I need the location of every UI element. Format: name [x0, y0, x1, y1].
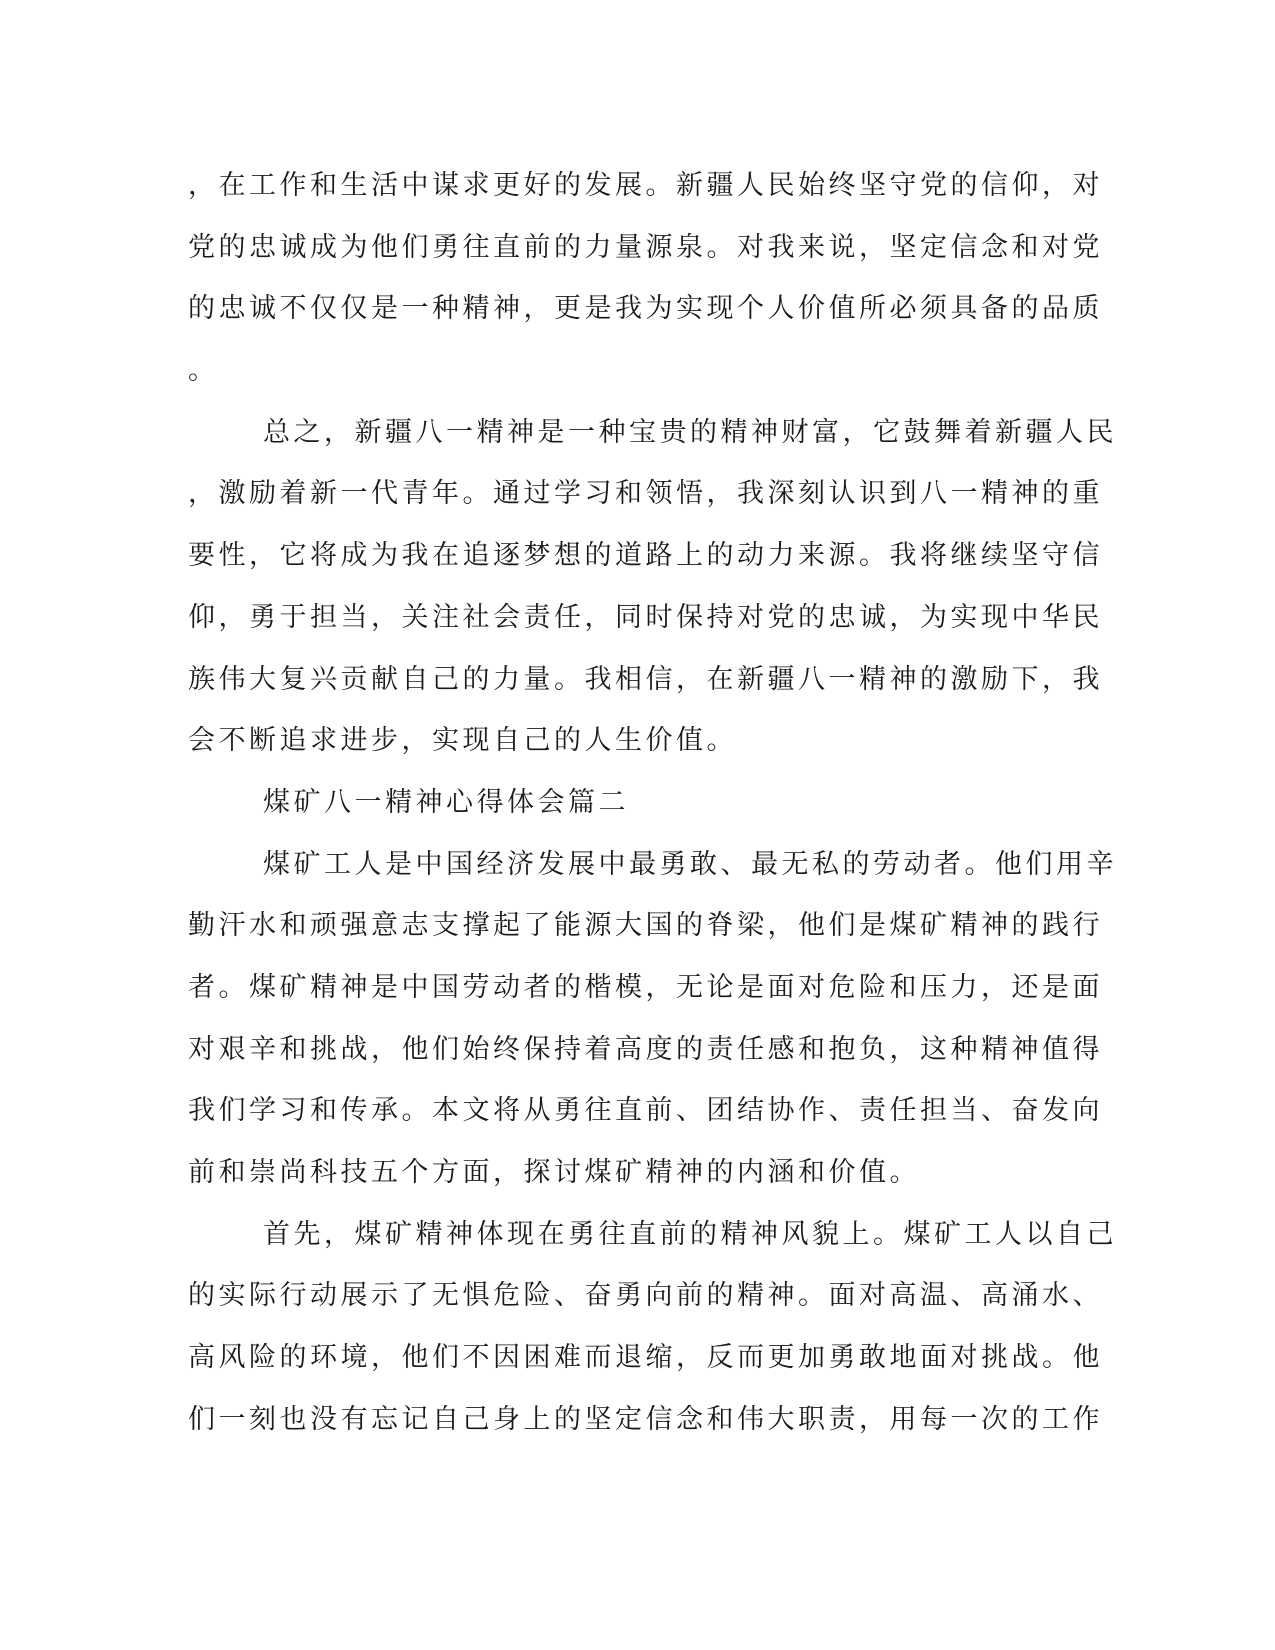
paragraph-start-line: 首先，煤矿精神体现在勇往直前的精神风貌上。煤矿工人以自己 [263, 1218, 1117, 1250]
text-line: 者。煤矿精神是中国劳动者的楷模，无论是面对危险和压力，还是面 [188, 971, 1103, 1003]
text-line: 前和崇尚科技五个方面，探讨煤矿精神的内涵和价值。 [188, 1157, 920, 1188]
section-heading: 煤矿八一精神心得体会篇二 [263, 786, 629, 818]
text-line: 我们学习和传承。本文将从勇往直前、团结协作、责任担当、奋发向 [188, 1095, 1103, 1127]
text-line: 。 [188, 355, 219, 387]
text-line: 仰，勇于担当，关注社会责任，同时保持对党的忠诚，为实现中华民 [188, 601, 1103, 633]
paragraph-start-line: 总之，新疆八一精神是一种宝贵的精神财富，它鼓舞着新疆人民 [263, 416, 1117, 448]
text-line: 党的忠诚成为他们勇往直前的力量源泉。对我来说，坚定信念和对党 [188, 231, 1103, 263]
text-line: 要性，它将成为我在追逐梦想的道路上的动力来源。我将继续坚守信 [188, 540, 1103, 572]
text-line: ，激励着新一代青年。通过学习和领悟，我深刻认识到八一精神的重 [188, 478, 1103, 510]
paragraph-start-line: 煤矿工人是中国经济发展中最勇敢、最无私的劳动者。他们用辛 [263, 848, 1117, 880]
body-text [188, 155, 1117, 1450]
text-line: 的忠诚不仅仅是一种精神，更是我为实现个人价值所必须具备的品质 [188, 293, 1103, 325]
text-line: 高风险的环境，他们不因困难而退缩，反而更加勇敢地面对挑战。他 [188, 1342, 1103, 1374]
text-line: 族伟大复兴贡献自己的力量。我相信，在新疆八一精神的激励下，我 [188, 663, 1103, 695]
text-line: 的实际行动展示了无惧危险、奋勇向前的精神。面对高温、高涌水、 [188, 1280, 1103, 1312]
text-line: 勤汗水和顽强意志支撑起了能源大国的脊梁，他们是煤矿精神的践行 [188, 910, 1103, 942]
text-line: 对艰辛和挑战，他们始终保持着高度的责任感和抱负，这种精神值得 [188, 1033, 1103, 1065]
text-line: 会不断追求进步，实现自己的人生价值。 [188, 725, 737, 757]
text-line: ，在工作和生活中谋求更好的发展。新疆人民始终坚守党的信仰，对 [188, 170, 1103, 201]
text-line: 们一刻也没有忘记自己身上的坚定信念和伟大职责，用每一次的工作 [188, 1403, 1103, 1435]
